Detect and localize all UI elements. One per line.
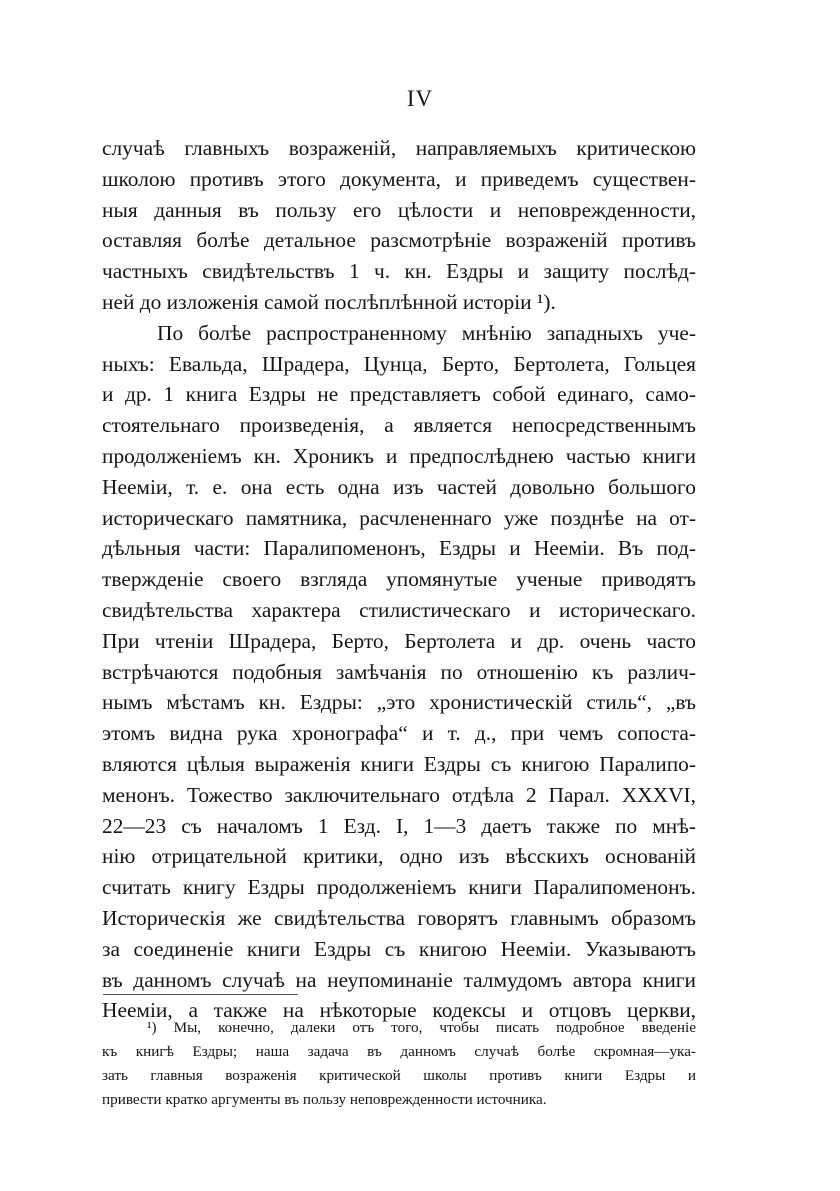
text-line: 22—23 съ началомъ 1 Езд. I, 1—3 даетъ также по мнѣ- bbox=[102, 813, 696, 838]
text-line: частныхъ свидѣтельствъ 1 ч. кн. Ездры и защиту послѣд- bbox=[102, 259, 696, 284]
text-line: твержденіе своего взгляда упомянутые ученые приводятъ bbox=[102, 567, 696, 592]
text-line: за соединеніе книги Ездры съ книгою Неемiи. Указываютъ bbox=[102, 936, 696, 961]
footnote-line: привести кратко аргументы въ пользу неповрежденности источника. bbox=[102, 1091, 547, 1108]
text-line: ней до изложенія самой послѣплѣнной исторіи ¹). bbox=[102, 289, 556, 314]
text-line: и др. 1 книга Ездры не представляетъ собой единаго, само- bbox=[102, 382, 696, 407]
text-line: свидѣтельства характера стилистическаго и историческаго. bbox=[102, 597, 696, 622]
footnote-line: ¹) Мы, конечно, далеки отъ того, чтобы писать подробное введеніе bbox=[147, 1019, 696, 1036]
text-line: менонъ. Тожество заключительнаго отдѣла 2 Парал. XXXVI, bbox=[102, 782, 696, 807]
text-line: въ данномъ случаѣ на неупоминаніе талмудомъ автора книги bbox=[102, 967, 696, 992]
text-line: ныя данныя въ пользу его цѣлости и неповрежденности, bbox=[102, 197, 696, 222]
main-text bbox=[102, 133, 696, 1026]
text-line: историческаго памятника, расчлененнаго уже позднѣе на от- bbox=[102, 505, 696, 530]
text-line: дѣльныя части: Паралипоменонъ, Ездры и Неемiи. Въ под- bbox=[102, 536, 696, 561]
text-line: школою противъ этого документа, и приведемъ существен- bbox=[102, 166, 696, 191]
text-line: стоятельнаго произведенія, а является непосредственнымъ bbox=[102, 413, 696, 438]
text-line: Историческія же свидѣтельства говорятъ главнымъ образомъ bbox=[102, 905, 696, 930]
footnote-divider bbox=[103, 994, 298, 995]
text-line: оставляя болѣе детальное разсмотрѣніе возраженій противъ bbox=[102, 228, 696, 253]
footnote bbox=[102, 1016, 696, 1112]
page-number: IV bbox=[406, 86, 434, 111]
text-line: При чтеніи Шрадера, Берто, Бертолета и др. очень часто bbox=[102, 628, 696, 653]
text-line: По болѣе распространенному мнѣнію западныхъ уче- bbox=[157, 320, 696, 345]
text-line: этомъ видна рука хронографа“ и т. д., при чемъ сопоста- bbox=[102, 721, 696, 746]
text-line: ныхъ: Евальда, Шрадера, Цунца, Берто, Бертолета, Гольцея bbox=[102, 351, 696, 376]
text-line: Неемiи, а также на нѣкоторые кодексы и отцовъ церкви, bbox=[102, 998, 696, 1023]
text-line: считать книгу Ездры продолженіемъ книги Паралипоменонъ. bbox=[102, 875, 696, 900]
text-line: встрѣчаются подобныя замѣчанія по отношенію къ различ- bbox=[102, 659, 696, 684]
text-line: Неемiи, т. е. она есть одна изъ частей довольно большого bbox=[102, 474, 696, 499]
text-line: случаѣ главныхъ возраженій, направляемыхъ критическою bbox=[102, 136, 696, 160]
text-line: нымъ мѣстамъ кн. Ездры: „это хронистическій стиль“, „въ bbox=[102, 690, 696, 715]
text-line: нію отрицательной критики, одно изъ вѣсскихъ основаній bbox=[102, 844, 696, 869]
footnote-line: зать главныя возраженія критической школы противъ книги Ездры и bbox=[102, 1067, 696, 1084]
text-line: вляются цѣлыя выраженія книги Ездры съ книгою Паралипо- bbox=[102, 751, 696, 776]
footnote-line: къ книгѣ Ездры; наша задача въ данномъ случаѣ болѣе скромная—ука- bbox=[102, 1043, 696, 1060]
text-line: продолженіемъ кн. Хроникъ и предпослѣднею частью книги bbox=[102, 443, 696, 468]
